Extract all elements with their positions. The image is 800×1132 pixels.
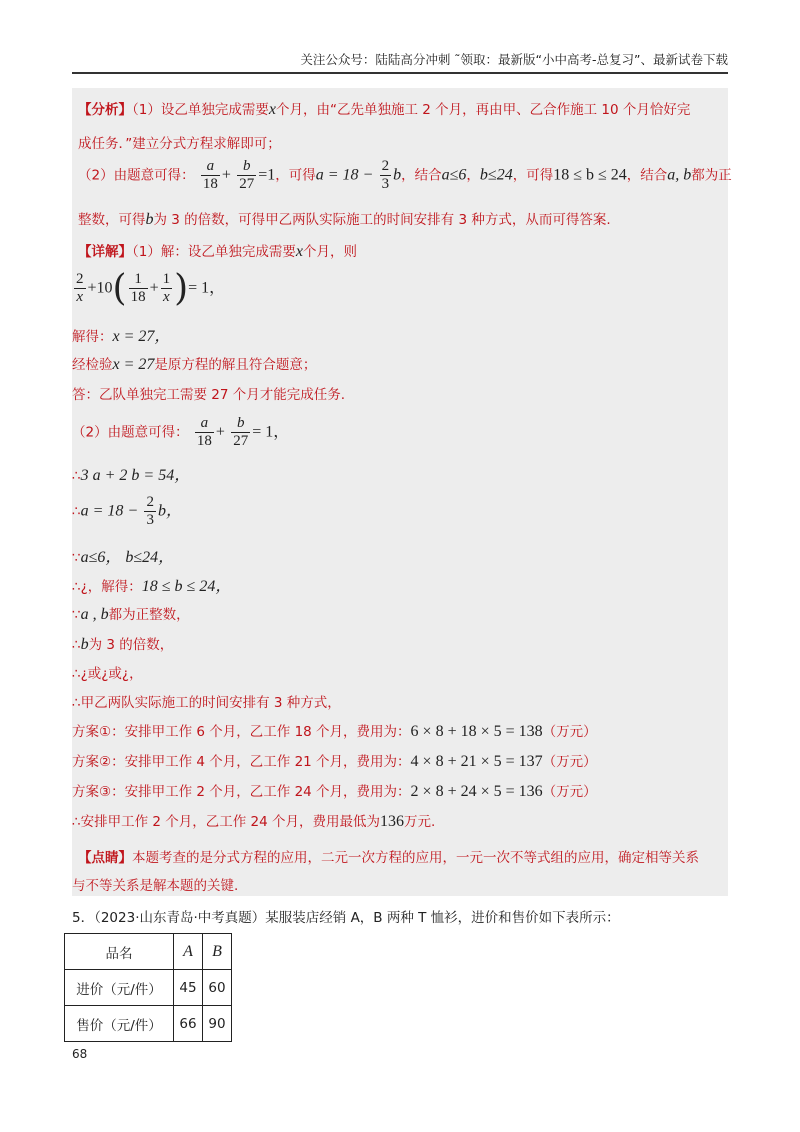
equation-main: $\frac{2}{x}$ +10( $\frac{1}{18}$ + $\frac{1}{x}$ )= 1， <box>76 268 226 309</box>
header-cell: B <box>203 934 232 970</box>
comment-line-2: 与不等关系是解本题的关键. <box>72 878 239 894</box>
detail-line-1: 【详解】（1）解：设乙单独完成需要x个月，则 <box>78 243 357 260</box>
analysis-text-b: 个月，由“乙先单独施工 2 个月，再由甲、乙合作施工 10 个月恰好完 <box>275 102 691 118</box>
price-table <box>64 933 232 1042</box>
fraction-a-18: $\frac{a}{18}$ <box>202 158 218 192</box>
analysis-line-1 <box>78 98 690 119</box>
analysis-line-2: 成任务．”建立分式方程求解即可； <box>78 136 281 152</box>
header-cell: A <box>174 934 203 970</box>
table-cell: 45 <box>174 970 203 1006</box>
table-row <box>65 970 232 1006</box>
fraction-b-27: $\frac{b}{27}$ <box>239 158 255 192</box>
step-5: ∵a , b都为正整数， <box>72 606 190 623</box>
solve-line: 解得：x = 27， <box>72 328 171 345</box>
table-header-row <box>65 934 232 970</box>
step-4: ∴¿，解得：18 ≤ b ≤ 24， <box>72 578 232 595</box>
detail-tag: 【详解】 <box>78 244 132 260</box>
table-cell: 进价（元/件） <box>65 970 174 1006</box>
analysis-line-3: （2）由题意可得： $\frac{a}{18}$ + $\frac{b}{27}$ =1，可得a = 18 − $\frac{2}{3}$ b，结合a≤6，b≤24，可得18 ≤ b ≤ 24，结合a, b都为正 <box>78 158 732 192</box>
table-cell: 售价（元/件） <box>65 1006 174 1042</box>
conclusion: ∴安排甲工作 2 个月，乙工作 24 个月，费用最低为136万元. <box>72 813 436 830</box>
var-x: x <box>268 101 276 118</box>
comment-line-1: 【点睛】本题考查的是分式方程的应用，二元一次方程的应用，一元一次不等式组的应用，确定相等关系 <box>78 850 699 866</box>
page-header: 关注公众号：陆陆高分冲刺 ˜领取：最新版“小中高考-总复习”、最新试卷下载 <box>72 50 728 74</box>
table-row <box>65 1006 232 1042</box>
plan-1: 方案①：安排甲工作 6 个月，乙工作 18 个月，费用为：6 × 8 + 18 × 5 = 138（万元） <box>72 723 597 740</box>
fraction-2-3: $\frac{2}{3}$ <box>381 158 390 192</box>
comment-tag: 【点睛】 <box>78 850 132 866</box>
part2-line: （2）由题意可得： $\frac{a}{18}$ + $\frac{b}{27}$ = 1， <box>72 415 290 449</box>
page-number: 68 <box>72 1047 88 1061</box>
table-cell: 90 <box>203 1006 232 1042</box>
plan-2: 方案②：安排甲工作 4 个月，乙工作 21 个月，费用为：4 × 8 + 21 × 5 = 137（万元） <box>72 753 597 770</box>
check-line: 经检验x = 27是原方程的解且符合题意； <box>72 356 317 373</box>
header-cell: 品名 <box>65 934 174 970</box>
answer-1: 答：乙队单独完工需要 27 个月才能完成任务. <box>72 387 346 403</box>
analysis-tag: 【分析】 <box>78 102 132 118</box>
plan-3: 方案③：安排甲工作 2 个月，乙工作 24 个月，费用为：2 × 8 + 24 × 5 = 136（万元） <box>72 783 597 800</box>
step-7: ∴¿或¿或¿， <box>72 666 143 682</box>
table-cell: 60 <box>203 970 232 1006</box>
analysis-line-4: 整数，可得b为 3 的倍数，可得甲乙两队实际施工的时间安排有 3 种方式，从而可得答案. <box>78 211 611 228</box>
step-1: ∴3 a + 2 b = 54， <box>72 467 191 484</box>
step-3: ∵a≤6， b≤24， <box>72 549 175 566</box>
step-8: ∴甲乙两队实际施工的时间安排有 3 种方式， <box>72 695 341 711</box>
table-cell: 66 <box>174 1006 203 1042</box>
step-2: ∴a = 18 − $\frac{2}{3}$ b， <box>72 494 182 528</box>
step-6: ∴b为 3 的倍数， <box>72 636 174 653</box>
analysis-text: （1）设乙单独完成需要 <box>132 102 269 118</box>
question-5: 5．（2023·山东青岛·中考真题）某服装店经销 A，B 两种 T 恤衫，进价和售价如下表所示： <box>72 910 620 926</box>
